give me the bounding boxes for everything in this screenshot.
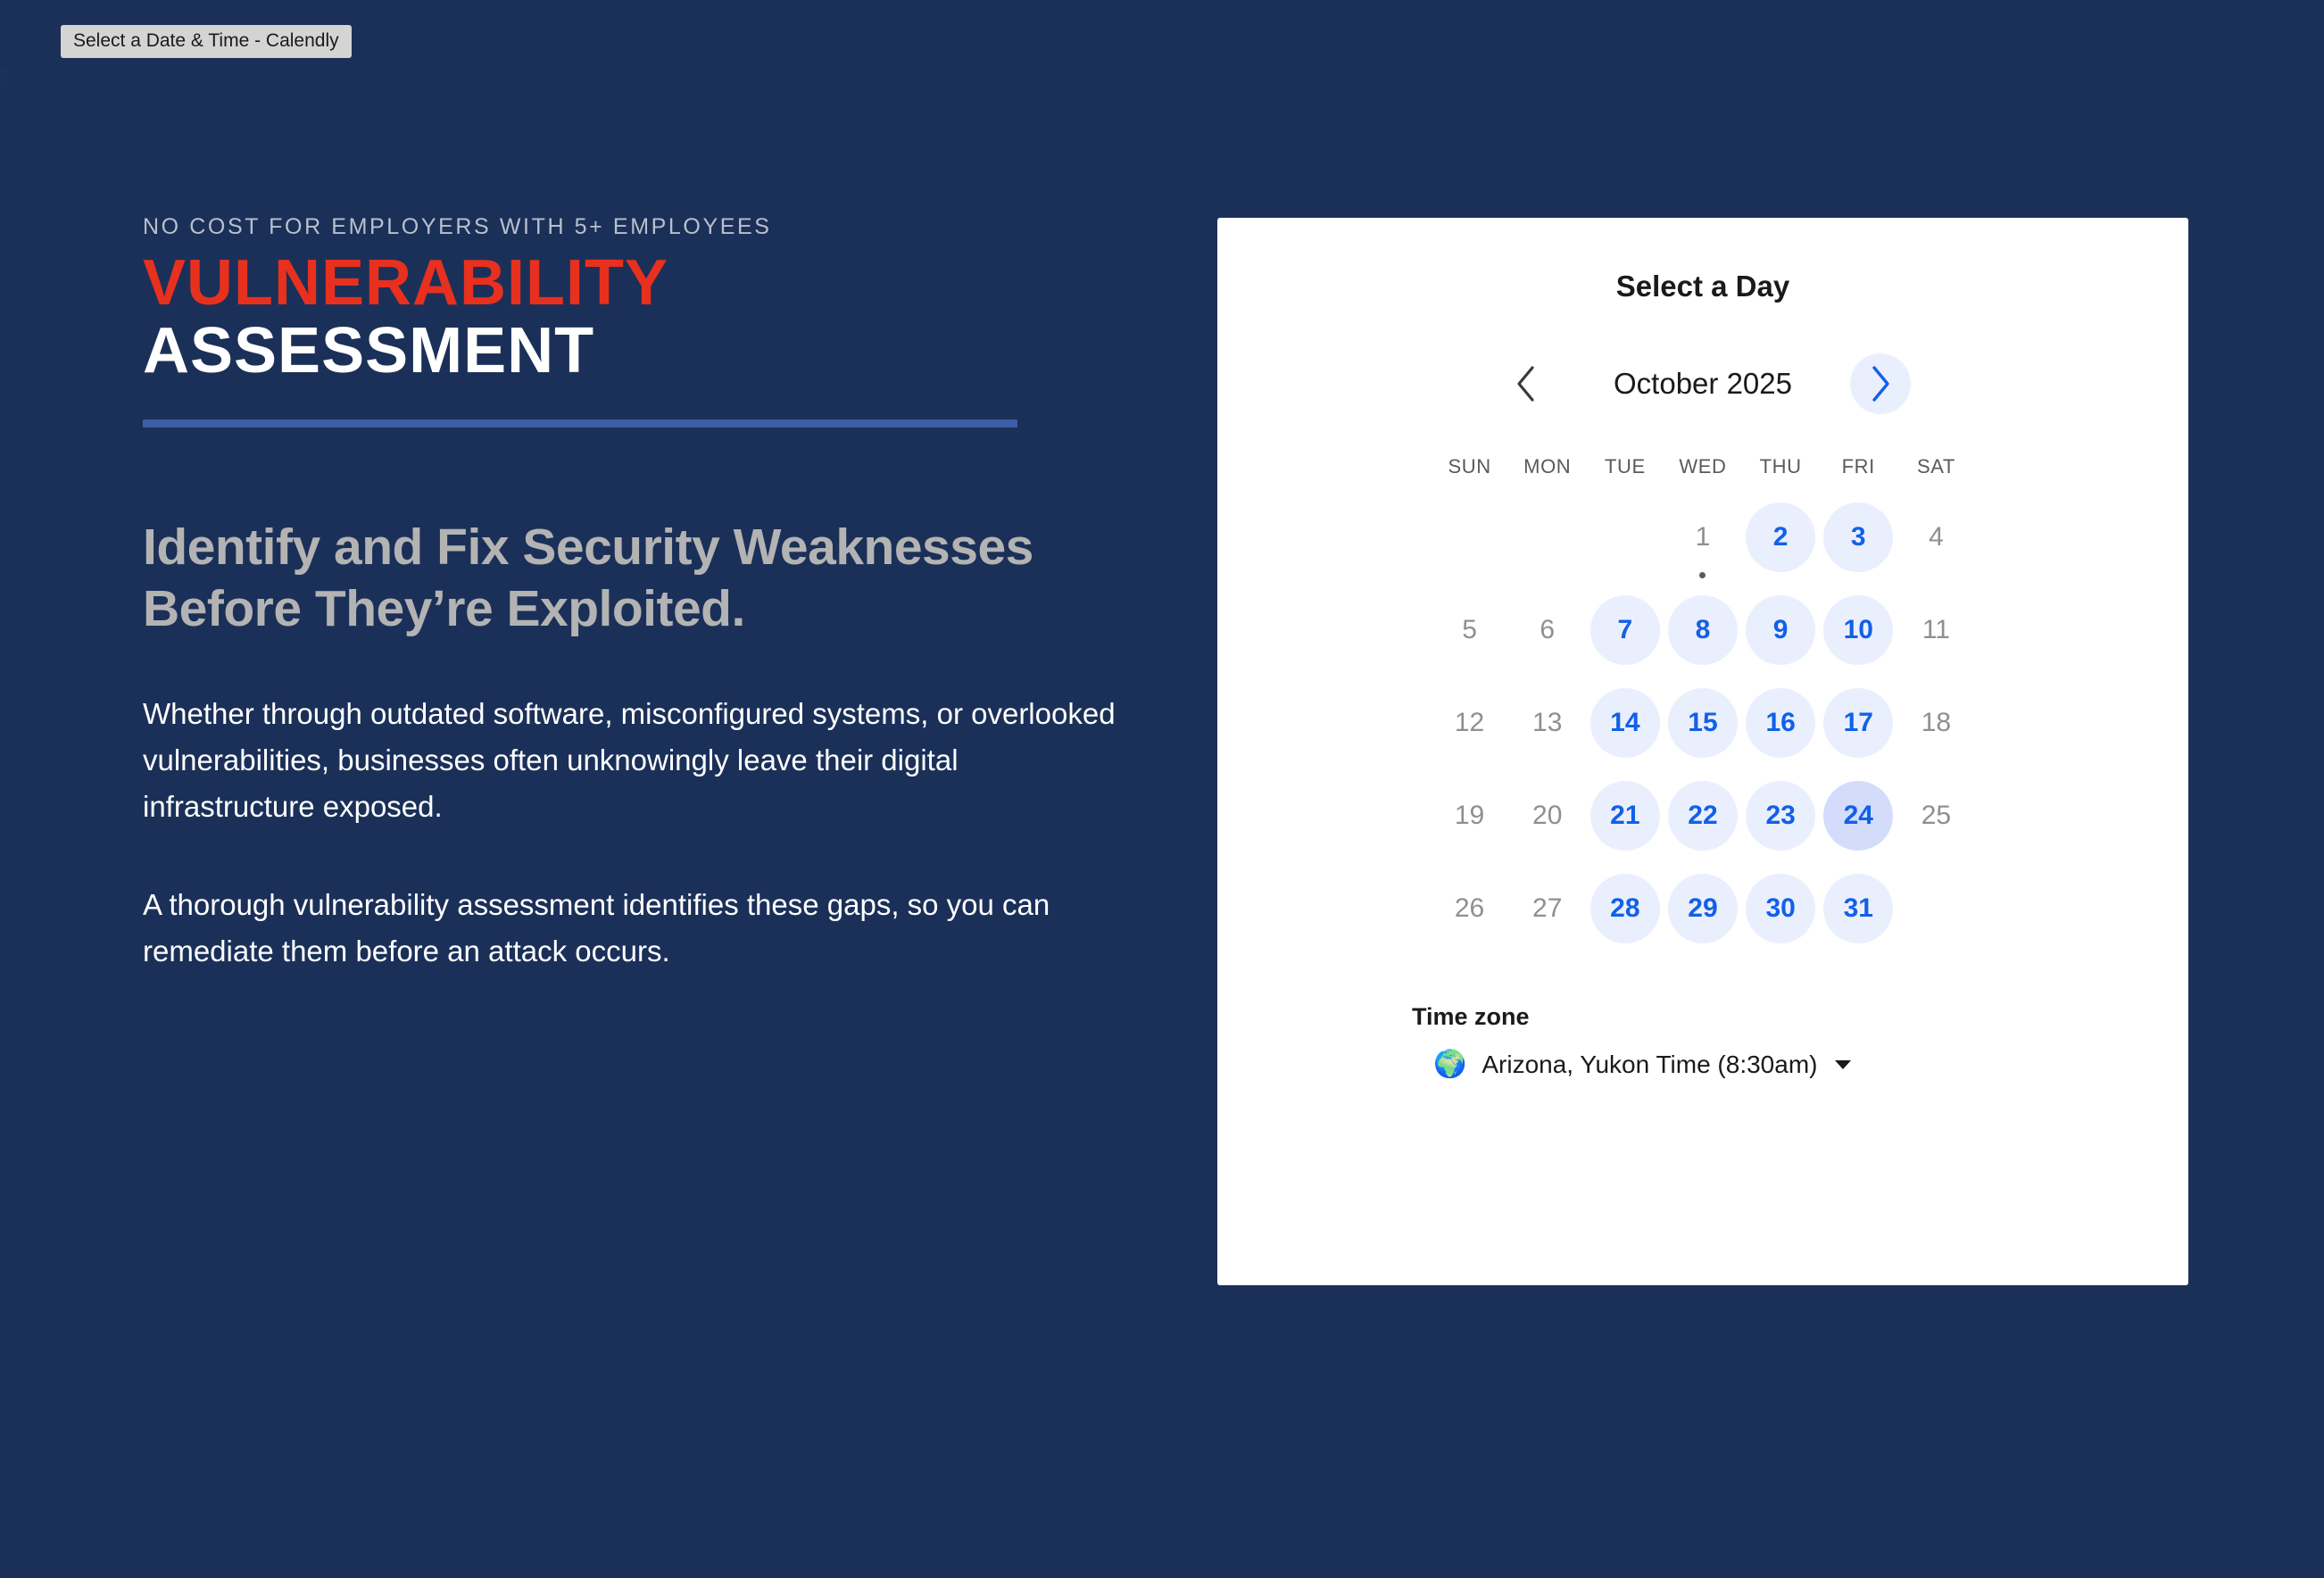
calendar-day-cell [1820,494,1897,580]
timezone-value: Arizona, Yukon Time (8:30am) [1482,1051,1818,1078]
calendar-day-26: 26 [1454,893,1485,923]
window-titlebar [0,0,2324,70]
calendar-day-cell [1897,587,1975,673]
calendar-day-4: 4 [1929,522,1944,552]
hero-paragraph-1: Whether through outdated software, misconfigured systems, or overlooked vulnerabilities, businesses often unknowingly leave their digital infrastructure exposed. [143,696,1116,823]
today-indicator-dot [1699,572,1706,578]
calendar-day-28[interactable]: 28 [1590,874,1660,943]
calendar-day-cell [1742,866,1820,951]
timezone-section [1412,1003,2188,1079]
calendar-day-9[interactable]: 9 [1746,595,1815,665]
calendar-day-cell [1586,773,1664,859]
calendar-month-label: October 2025 [1614,367,1792,400]
calendar-day-14[interactable]: 14 [1590,688,1660,758]
calendar-day-24[interactable]: 24 [1823,781,1893,851]
calendly-date-picker-card [1217,218,2188,1285]
calendar-day-cell [1820,587,1897,673]
weekday-thu: THU [1759,455,1802,478]
calendar-day-5: 5 [1462,615,1477,644]
calendar-day-cell [1508,680,1586,766]
calendar-day-2[interactable]: 2 [1746,502,1815,572]
calendar-day-cell [1664,494,1741,580]
calendar-heading: Select a Day [1615,270,1790,303]
calendar-day-8[interactable]: 8 [1668,595,1738,665]
hero-subheadline: Identify and Fix Security Weaknesses Before They’re Exploited. [143,518,1033,638]
calendar-day-11: 11 [1921,615,1950,644]
calendar-day-cell [1664,680,1741,766]
calendar-day-19: 19 [1454,801,1485,830]
calendar-week-row [1431,680,1975,766]
weekday-mon: MON [1523,455,1572,478]
calendar-month-nav [1217,353,2188,414]
window-title: Select a Date & Time - Calendly [61,25,352,58]
calendar-day-cell [1820,866,1897,951]
calendar-day-cell [1897,494,1975,580]
calendar-day-15[interactable]: 15 [1668,688,1738,758]
calendar-day-cell [1897,773,1975,859]
calendar-day-cell [1742,587,1820,673]
hero-title-line-2: ASSESSMENT [143,315,595,387]
globe-icon: 🌍 [1433,1050,1467,1079]
chevron-down-icon [1835,1060,1851,1069]
calendar-day-cell [1431,494,1508,580]
calendar-day-cell [1586,587,1664,673]
calendar-weekday-header [1431,455,1975,487]
calendar-day-17[interactable]: 17 [1823,688,1893,758]
calendar-day-29[interactable]: 29 [1668,874,1738,943]
calendar-day-cell [1897,680,1975,766]
calendar-day-cell [1586,866,1664,951]
calendar-day-cell [1508,773,1586,859]
timezone-label: Time zone [1412,1003,1530,1030]
calendar-day-31[interactable]: 31 [1823,874,1893,943]
weekday-wed: WED [1679,455,1727,478]
calendar-day-cell [1431,773,1508,859]
calendar-day-cell [1742,680,1820,766]
calendar-day-cell [1431,866,1508,951]
calendar-grid [1431,455,1975,951]
calendar-day-cell [1586,680,1664,766]
calendar-weeks [1431,494,1975,951]
hero-paragraph-2: A thorough vulnerability assessment identifies these gaps, so you can remediate them before an attack occurs. [143,888,1050,968]
calendar-day-3[interactable]: 3 [1823,502,1893,572]
calendar-day-cell [1897,866,1975,951]
calendar-week-row [1431,587,1975,673]
calendar-day-23[interactable]: 23 [1746,781,1815,851]
calendar-day-cell [1820,680,1897,766]
hero-content [143,214,1142,975]
calendar-day-cell [1820,773,1897,859]
chevron-right-icon[interactable] [1850,353,1911,414]
calendar-day-13: 13 [1532,708,1563,737]
calendar-day-6: 6 [1540,615,1556,644]
weekday-sat: SAT [1916,455,1955,478]
calendar-day-cell [1742,773,1820,859]
weekday-tue: TUE [1604,455,1646,478]
calendar-day-cell [1508,866,1586,951]
hero-title-line-1: VULNERABILITY [143,247,668,319]
calendar-day-20: 20 [1532,801,1563,830]
weekday-sun: SUN [1448,455,1491,478]
calendar-day-18: 18 [1921,708,1952,737]
calendar-day-cell [1664,587,1741,673]
calendar-day-cell [1508,494,1586,580]
calendar-day-cell [1508,587,1586,673]
hero-eyebrow: NO COST FOR EMPLOYERS WITH 5+ EMPLOYEES [143,214,772,239]
calendar-day-cell [1664,866,1741,951]
calendar-day-10[interactable]: 10 [1823,595,1893,665]
timezone-selector[interactable] [1433,1051,2188,1079]
calendar-day-1: 1 [1695,522,1711,552]
calendar-week-row [1431,773,1975,859]
calendar-week-row [1431,494,1975,580]
calendar-day-7[interactable]: 7 [1590,595,1660,665]
calendar-day-cell [1664,773,1741,859]
calendar-day-cell [1742,494,1820,580]
divider-rule [143,419,1017,428]
calendar-day-cell [1586,494,1664,580]
calendar-day-22[interactable]: 22 [1668,781,1738,851]
page-edge-decoration [0,0,9,1578]
weekday-fri: FRI [1841,455,1875,478]
calendar-day-27: 27 [1532,893,1563,923]
calendar-day-12: 12 [1454,708,1485,737]
calendar-day-30[interactable]: 30 [1746,874,1815,943]
calendar-day-cell [1431,680,1508,766]
calendar-day-25: 25 [1921,801,1952,830]
calendar-day-cell [1431,587,1508,673]
calendar-day-21[interactable]: 21 [1590,781,1660,851]
chevron-left-icon[interactable] [1495,353,1556,414]
calendar-week-row [1431,866,1975,951]
calendar-day-16[interactable]: 16 [1746,688,1815,758]
